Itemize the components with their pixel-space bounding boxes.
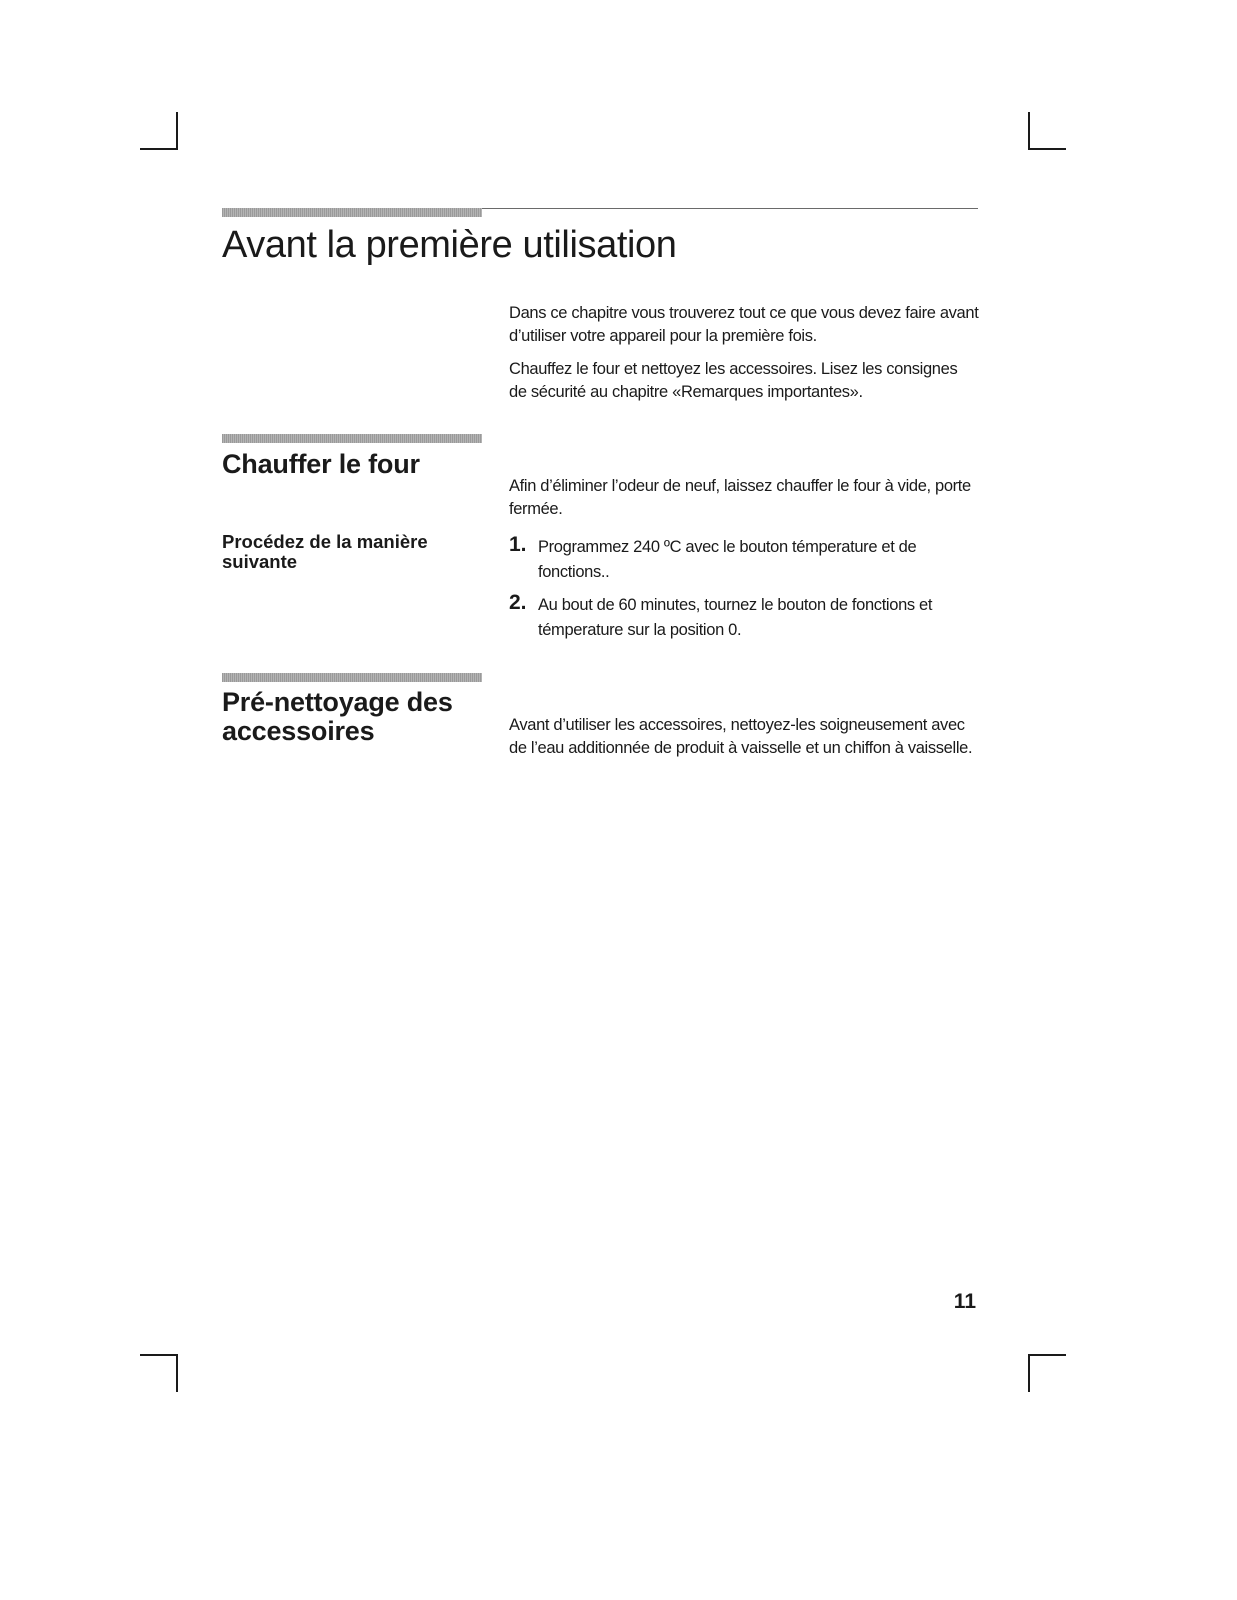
crop-mark-bottom-right-vertical xyxy=(1028,1354,1030,1392)
step-number: 2. xyxy=(509,591,527,614)
crop-mark-top-left-horizontal xyxy=(140,148,178,150)
crop-mark-top-left-vertical xyxy=(176,112,178,150)
intro-paragraph-2: Chauffez le four et nettoyez les accessoires. Lisez les consignes de sécurité au chapitre «Remarques importantes». xyxy=(509,360,958,401)
title-bar-accent xyxy=(222,208,482,217)
section-bar-chauffer xyxy=(222,434,482,443)
step-text: Programmez 240 ºC avec le bouton témperature et de fonctions.. xyxy=(538,538,917,581)
section-heading-prenettoyage: Pré-nettoyage des accessoires xyxy=(222,687,453,746)
intro-paragraph-1: Dans ce chapitre vous trouverez tout ce que vous devez faire avant d’utiliser votre appareil pour la première fois. xyxy=(509,304,979,345)
page-number: 11 xyxy=(953,1290,976,1313)
section-heading-chauffer: Chauffer le four xyxy=(222,449,420,479)
crop-mark-bottom-left-horizontal xyxy=(140,1354,178,1356)
section-text-chauffer: Afin d’éliminer l’odeur de neuf, laissez chauffer le four à vide, porte fermée. xyxy=(509,477,971,518)
section-bar-prenettoyage xyxy=(222,673,482,682)
crop-mark-top-right-horizontal xyxy=(1028,148,1066,150)
step-text: Au bout de 60 minutes, tournez le bouton de fonctions et témperature sur la position 0. xyxy=(538,596,933,639)
page-title: Avant la première utilisation xyxy=(222,224,677,266)
subheading-procedure: Procédez de la manière suivante xyxy=(222,531,428,572)
crop-mark-top-right-vertical xyxy=(1028,112,1030,150)
crop-mark-bottom-left-vertical xyxy=(176,1354,178,1392)
step-number: 1. xyxy=(509,533,527,556)
section-text-prenettoyage: Avant d’utiliser les accessoires, nettoyez-les soigneusement avec de l’eau additionnée de produit à vaisselle et un chiffon à vaisselle. xyxy=(509,716,973,757)
title-rule xyxy=(482,208,978,209)
crop-mark-bottom-right-horizontal xyxy=(1028,1354,1066,1356)
